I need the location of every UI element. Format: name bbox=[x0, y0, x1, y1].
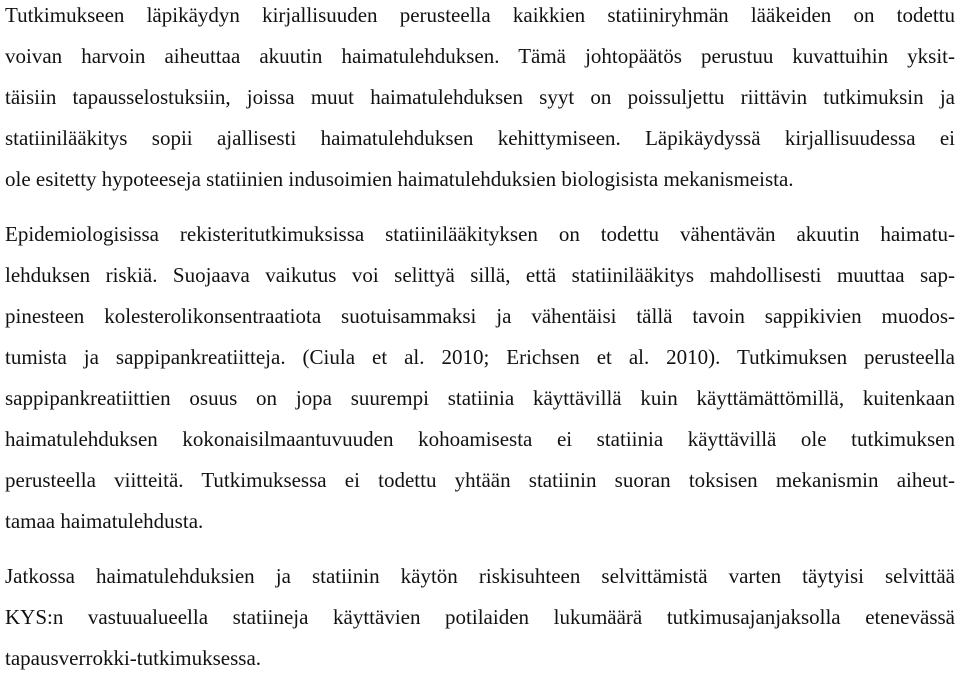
text-line: sappipankreatiittien osuus on jopa suurempi statiinia käyttävillä kuin käyttämättömillä, kuitenkaan bbox=[5, 386, 955, 410]
text-line: tamaa haimatulehdusta. bbox=[5, 509, 204, 533]
text-line: tapausverrokki-tutkimuksessa. bbox=[5, 646, 262, 670]
paragraph-1 bbox=[5, 0, 955, 205]
text-line: Epidemiologisissa rekisteritutkimuksissa statiinilääkityksen on todettu vähentävän akuutin haimatu- bbox=[5, 222, 955, 246]
text-line: ole esitetty hypoteeseja statiinien indusoimien haimatulehduksien biologisista mekanismeista. bbox=[5, 167, 794, 191]
text-line: statiinilääkitys sopii ajallisesti haimatulehduksen kehittymiseen. Läpikäydyssä kirjallisuudessa ei bbox=[5, 126, 955, 150]
text-line: täisiin tapausselostuksiin, joissa muut haimatulehduksen syyt on poissuljettu riittävin tutkimuksin ja bbox=[5, 85, 955, 109]
text-line: lehduksen riskiä. Suojaava vaikutus voi selittyä sillä, että statiinilääkitys mahdollisesti muuttaa sap- bbox=[5, 263, 955, 287]
paragraph-3 bbox=[5, 561, 955, 684]
paragraph-2 bbox=[5, 219, 955, 547]
text-line: perusteella viitteitä. Tutkimuksessa ei todettu yhtään statiinin suoran toksisen mekanismin aiheut- bbox=[5, 468, 955, 492]
text-line: voivan harvoin aiheuttaa akuutin haimatulehduksen. Tämä johtopäätös perustuu kuvattuihin yksit- bbox=[5, 44, 955, 68]
text-line: haimatulehduksen kokonaisilmaantuvuuden kohoamisesta ei statiinia käyttävillä ole tutkimuksen bbox=[5, 427, 955, 451]
text-line: Tutkimukseen läpikäydyn kirjallisuuden perusteella kaikkien statiiniryhmän lääkeiden on todettu bbox=[5, 3, 955, 27]
text-line: pinesteen kolesterolikonsentraatiota suotuisammaksi ja vähentäisi tällä tavoin sappikivien muodos- bbox=[5, 304, 955, 328]
text-line: Jatkossa haimatulehduksien ja statiinin käytön riskisuhteen selvittämistä varten täytyisi selvittää bbox=[5, 564, 955, 588]
text-line: tumista ja sappipankreatiitteja. (Ciula et al. 2010; Erichsen et al. 2010). Tutkimuksen perusteella bbox=[5, 345, 955, 369]
text-line: KYS:n vastuualueella statiineja käyttävien potilaiden lukumäärä tutkimusajanjaksolla etenevässä bbox=[5, 605, 955, 629]
